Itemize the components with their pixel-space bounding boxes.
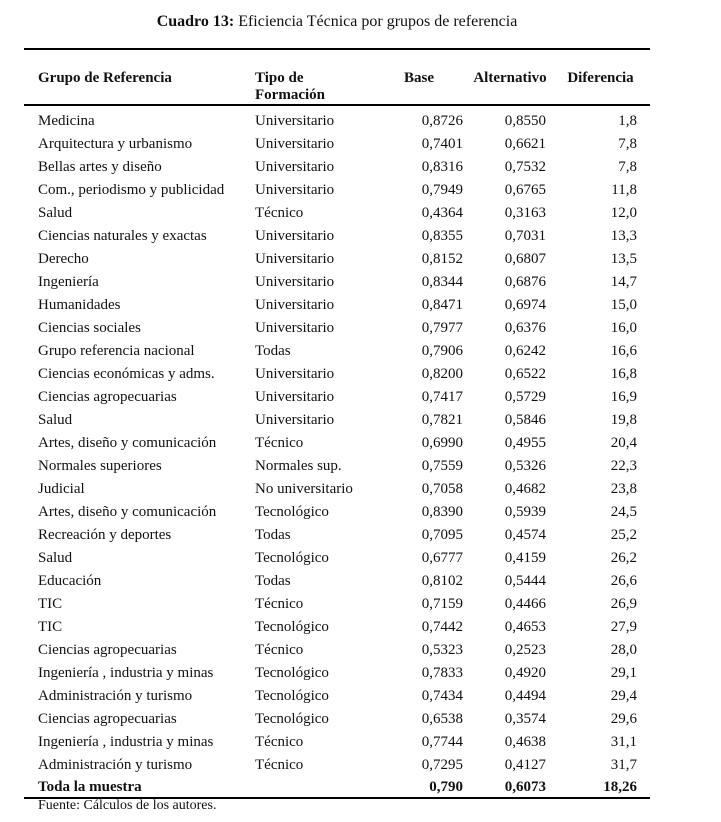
cell-grupo: Ciencias naturales y exactas: [38, 228, 207, 244]
cell-alternativo: 0,6522: [504, 366, 546, 382]
cell-base: 0,6777: [421, 550, 463, 566]
cell-tipo: Tecnológico: [255, 619, 329, 635]
source-note: Fuente: Cálculos de los autores.: [38, 798, 217, 813]
cell-tipo: Todas: [255, 527, 291, 543]
cell-base: 0,7977: [421, 320, 463, 336]
cell-alternativo: 0,4638: [504, 734, 546, 750]
cell-tipo: Técnico: [255, 734, 304, 750]
table-row: [24, 593, 650, 616]
total-row: [24, 777, 650, 798]
table-header: [24, 49, 650, 105]
cell-grupo: Administración y turismo: [38, 757, 193, 773]
cell-alternativo: 0,4494: [504, 688, 546, 704]
cell-tipo: Técnico: [255, 596, 304, 612]
cell-tipo: Técnico: [255, 757, 304, 773]
cell-tipo: Universitario: [255, 412, 335, 428]
cell-base: 0,8200: [421, 366, 463, 382]
cell-diferencia: 19,8: [610, 412, 637, 428]
cell-base: 0,7159: [421, 596, 463, 612]
cell-grupo: Humanidades: [38, 297, 121, 313]
cell-alternativo: 0,5939: [504, 504, 546, 520]
cell-alternativo: 0,6876: [504, 274, 546, 290]
cell-alternativo: 0,4574: [504, 527, 546, 543]
cell-grupo: Administración y turismo: [38, 688, 193, 704]
cell-tipo: Todas: [255, 573, 291, 589]
cell-alternativo: 0,4653: [504, 619, 546, 635]
cell-base: 0,8355: [421, 228, 463, 244]
table-row: [24, 409, 650, 432]
cell-base: 0,6990: [421, 435, 463, 451]
cell-base: 0,8152: [421, 251, 463, 267]
cell-alternativo: 0,7031: [504, 228, 546, 244]
table-row: [24, 363, 650, 386]
cell-alternativo: 0,4127: [504, 757, 546, 773]
cell-diferencia: 26,6: [610, 573, 637, 589]
cell-base: 0,790: [429, 779, 463, 795]
cell-diferencia: 13,5: [610, 251, 637, 267]
table-row: [24, 202, 650, 225]
cell-alternativo: 0,8550: [504, 113, 546, 129]
cell-diferencia: 15,0: [610, 297, 637, 313]
cell-tipo: No universitario: [255, 481, 353, 497]
table-row: [24, 524, 650, 547]
table-row: [24, 156, 650, 179]
cell-grupo: Ciencias sociales: [38, 320, 141, 336]
table-row: [24, 340, 650, 363]
cell-diferencia: 29,4: [610, 688, 637, 704]
cell-tipo: Tecnológico: [255, 711, 329, 727]
cell-diferencia: 14,7: [610, 274, 637, 290]
cell-diferencia: 16,0: [610, 320, 637, 336]
cell-grupo: Ciencias agropecuarias: [38, 389, 177, 405]
table-row: [24, 731, 650, 754]
cell-grupo: Recreación y deportes: [38, 527, 172, 543]
cell-diferencia: 13,3: [610, 228, 637, 244]
cell-alternativo: 0,5444: [504, 573, 546, 589]
efficiency-table: [24, 48, 650, 799]
table-row: [24, 616, 650, 639]
cell-alternativo: 0,5846: [504, 412, 546, 428]
cell-grupo: Artes, diseño y comunicación: [38, 435, 217, 451]
table-row: [24, 662, 650, 685]
cell-alternativo: 0,4955: [504, 435, 546, 451]
cell-alternativo: 0,6073: [504, 779, 546, 795]
table-row: [24, 432, 650, 455]
table-row: [24, 639, 650, 662]
cell-tipo: Técnico: [255, 205, 304, 221]
cell-grupo: Artes, diseño y comunicación: [38, 504, 217, 520]
cell-tipo: Normales sup.: [255, 458, 342, 474]
cell-base: 0,7833: [421, 665, 463, 681]
cell-base: 0,8316: [421, 159, 463, 175]
cell-tipo: Universitario: [255, 297, 335, 313]
table-row: [24, 225, 650, 248]
header-base: Base: [369, 49, 469, 105]
cell-tipo: Universitario: [255, 251, 335, 267]
cell-base: 0,7434: [421, 688, 463, 704]
cell-grupo: Derecho: [38, 251, 89, 267]
table-row: [24, 294, 650, 317]
cell-grupo: Toda la muestra: [38, 779, 142, 795]
cell-tipo: Universitario: [255, 113, 335, 129]
header-grupo-de-referencia: Grupo de Referencia: [24, 49, 239, 105]
cell-alternativo: 0,4920: [504, 665, 546, 681]
header-row: [24, 49, 650, 105]
cell-grupo: TIC: [38, 596, 63, 612]
cell-tipo: Todas: [255, 343, 291, 359]
cell-base: 0,7417: [421, 389, 463, 405]
cell-tipo: Técnico: [255, 435, 304, 451]
table-row: [24, 386, 650, 409]
cell-grupo: Ingeniería , industria y minas: [38, 665, 214, 681]
header-diferencia: Diferencia: [551, 49, 650, 105]
cell-diferencia: 18,26: [603, 779, 637, 795]
table-row: [24, 547, 650, 570]
cell-base: 0,7442: [421, 619, 463, 635]
cell-alternativo: 0,3574: [504, 711, 546, 727]
cell-diferencia: 27,9: [610, 619, 637, 635]
cell-base: 0,4364: [421, 205, 463, 221]
table-row: [24, 105, 650, 133]
cell-grupo: Salud: [38, 205, 73, 221]
caption-number: Cuadro 13:: [156, 13, 235, 30]
cell-diferencia: 1,8: [618, 113, 637, 129]
cell-grupo: Arquitectura y urbanismo: [38, 136, 193, 152]
cell-diferencia: 22,3: [610, 458, 637, 474]
cell-alternativo: 0,6242: [504, 343, 546, 359]
cell-base: 0,7058: [421, 481, 463, 497]
cell-tipo: Universitario: [255, 136, 335, 152]
cell-base: 0,6538: [421, 711, 463, 727]
cell-base: 0,7949: [421, 182, 463, 198]
table-row: [24, 248, 650, 271]
cell-grupo: Medicina: [38, 113, 95, 129]
cell-alternativo: 0,2523: [504, 642, 546, 658]
cell-tipo: Universitario: [255, 320, 335, 336]
cell-base: 0,7295: [421, 757, 463, 773]
cell-grupo: Ciencias agropecuarias: [38, 711, 177, 727]
cell-base: 0,8102: [421, 573, 463, 589]
cell-tipo: Tecnológico: [255, 665, 329, 681]
cell-diferencia: 23,8: [610, 481, 637, 497]
cell-grupo: Educación: [38, 573, 102, 589]
cell-grupo: Bellas artes y diseño: [38, 159, 162, 175]
cell-alternativo: 0,6376: [504, 320, 546, 336]
cell-diferencia: 20,4: [610, 435, 637, 451]
cell-diferencia: 29,1: [610, 665, 637, 681]
cell-diferencia: 28,0: [610, 642, 637, 658]
cell-alternativo: 0,6621: [504, 136, 546, 152]
cell-tipo: Universitario: [255, 228, 335, 244]
cell-tipo: Tecnológico: [255, 688, 329, 704]
cell-base: 0,8390: [421, 504, 463, 520]
cell-diferencia: 16,8: [610, 366, 637, 382]
cell-tipo: Universitario: [255, 159, 335, 175]
cell-diferencia: 16,6: [610, 343, 637, 359]
table-row: [24, 685, 650, 708]
header-tipo-line2: Formación: [255, 87, 325, 103]
cell-base: 0,7401: [421, 136, 463, 152]
cell-tipo: Técnico: [255, 642, 304, 658]
cell-diferencia: 11,8: [611, 182, 637, 198]
table-row: [24, 271, 650, 294]
cell-diferencia: 16,9: [610, 389, 637, 405]
cell-alternativo: 0,3163: [504, 205, 546, 221]
cell-diferencia: 26,9: [610, 596, 637, 612]
cell-tipo: Tecnológico: [255, 504, 329, 520]
cell-grupo: Ingeniería , industria y minas: [38, 734, 214, 750]
cell-grupo: Grupo referencia nacional: [38, 343, 195, 359]
cell-grupo: Ingeniería: [38, 274, 99, 290]
table-caption: [24, 12, 650, 32]
table-row: [24, 317, 650, 340]
cell-diferencia: 29,6: [610, 711, 637, 727]
table-row: [24, 455, 650, 478]
cell-diferencia: 7,8: [618, 136, 637, 152]
cell-grupo: TIC: [38, 619, 63, 635]
cell-diferencia: 24,5: [610, 504, 637, 520]
header-tipo-de-formacion: [239, 49, 369, 105]
table-row: [24, 570, 650, 593]
cell-grupo: Salud: [38, 412, 73, 428]
cell-alternativo: 0,5729: [504, 389, 546, 405]
table-row: [24, 501, 650, 524]
cell-base: 0,7559: [421, 458, 463, 474]
cell-diferencia: 31,7: [610, 757, 637, 773]
cell-alternativo: 0,6974: [504, 297, 546, 313]
cell-tipo: Universitario: [255, 182, 335, 198]
cell-grupo: Normales superiores: [38, 458, 162, 474]
table-row: [24, 133, 650, 156]
cell-diferencia: 26,2: [610, 550, 637, 566]
cell-tipo: [239, 777, 369, 798]
cell-grupo: Ciencias económicas y adms.: [38, 366, 215, 382]
header-tipo-line1: Tipo de: [255, 70, 304, 86]
cell-tipo: Universitario: [255, 389, 335, 405]
cell-alternativo: 0,4466: [504, 596, 546, 612]
cell-alternativo: 0,4159: [504, 550, 546, 566]
cell-base: 0,7744: [421, 734, 463, 750]
table-row: [24, 708, 650, 731]
cell-tipo: Universitario: [255, 274, 335, 290]
cell-alternativo: 0,7532: [504, 159, 546, 175]
cell-alternativo: 0,6807: [504, 251, 546, 267]
cell-grupo: Com., periodismo y publicidad: [38, 182, 225, 198]
cell-base: 0,7821: [421, 412, 463, 428]
cell-base: 0,7095: [421, 527, 463, 543]
cell-alternativo: 0,5326: [504, 458, 546, 474]
cell-base: 0,8471: [421, 297, 463, 313]
cell-alternativo: 0,4682: [504, 481, 546, 497]
caption-title: Eficiencia Técnica por grupos de referencia: [234, 13, 518, 30]
table-row: [24, 478, 650, 501]
table-row: [24, 179, 650, 202]
cell-base: 0,8726: [421, 113, 463, 129]
cell-tipo: Universitario: [255, 366, 335, 382]
cell-alternativo: 0,6765: [504, 182, 546, 198]
cell-grupo: Judicial: [38, 481, 85, 497]
cell-diferencia: 31,1: [610, 734, 637, 750]
cell-grupo: Ciencias agropecuarias: [38, 642, 177, 658]
cell-tipo: Tecnológico: [255, 550, 329, 566]
cell-base: 0,5323: [421, 642, 463, 658]
cell-base: 0,8344: [421, 274, 463, 290]
cell-diferencia: 7,8: [618, 159, 637, 175]
cell-diferencia: 12,0: [610, 205, 637, 221]
cell-grupo: Salud: [38, 550, 73, 566]
table-body: [24, 105, 650, 798]
cell-diferencia: 25,2: [610, 527, 637, 543]
table-row: [24, 754, 650, 777]
header-alternativo: Alternativo: [469, 49, 551, 105]
cell-base: 0,7906: [421, 343, 463, 359]
